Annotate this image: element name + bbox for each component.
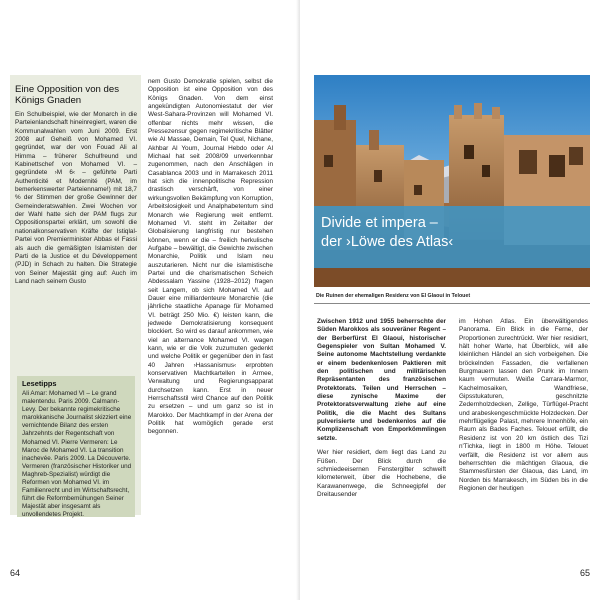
lead-paragraph: Zwischen 1912 und 1955 beherrschte der Süden Marokkos als souveräner Regent – der Berberfürst El Glaoui, historischer Gegenspieler von Sultan Mohamed V. Seine autonome Machtstellung verdankte er einem bedenkenlosen Paktieren mit den politischen und militärischen Repräsentanten des französischen Protektorats. Teilen und Herrschen – diese zynische Maxime der Protektoratsverwaltung ziehe auf eine Politik, die die Macht des Sultans pulverisierte und bedenkenlos auf die Komplizenschaft von Emporkömmlingen setzte.: [317, 318, 446, 442]
lesetipps-text: Ali Amar: Mohamed VI – Le grand malentendu. Paris 2009. Calmann-Levy. Der bekannte regimekritische marokkanische Journalist skizziert eine vernichtende Bilanz des ersten Jahrzehnts der Regentschaft von Mohamed VI. Pierre Vermeren: Le Maroc de Mohamed VI. La transition inachevée. Paris 2009. La Découverte. Vermeren (französischer Historiker und Maghreb-Spezialist) würdigt die Reformen von Mohamed VI. im Familienrecht und im Wirtschaftsrecht, führt die Reformbemühungen Seiner Majestät aber insgesamt als unvollendetes Projekt.: [22, 390, 132, 519]
chapter-title-line-2: der ›Löwe des Atlas‹: [321, 234, 454, 250]
page-number-right: 65: [579, 568, 590, 578]
chapter-title-line-1: Divide et impera –: [321, 215, 438, 231]
chapter-title-band: [314, 206, 590, 268]
left-column-2: [148, 78, 273, 437]
left-column-1-text: Ein Schulbeispiel, wie der Monarch in die Parteienlandschaft hineinregiert, waren die Kommunalwahlen vom Juni 2009. Erst 2008 auf Geheiß von Mohamed VI. gegründet, war der von Fouad Ali al Himma – früherer Schulfreund und Kabinettschef von Mohamed VI. – gegründete ›M 6‹ – geführte Parti Authenticité et Modernité (PAM, im bemerkenswerter Parteienname!) mit 18,7 % der Stimmen der große Gewinner der Gemeinderatswahlen. Zwei Wochen vor der Wahl hatte sich der PAM flugs zur Oppositionspartei erklärt, um sowohl die nationalkonservativen Kräfte der Istiqlal-Partei von Premierminister Abbas el Fassi als auch die gemäßigten Islamisten der Parti de la Justice et du Développement (PJD) in Schach zu halten. Die Strategie von Seiner Majestät ging auf: Auch im Land nach seinem Gusto: [15, 111, 137, 285]
right-page: [300, 0, 600, 600]
right-column-2-text: im Hohen Atlas. Ein überwältigendes Panorama. Ein Blick in die Ferne, der Proportionen zurechtrückt. Wer hier residiert, hält hoher Warte, hat Überblick, will alle kleinlichen Händel an sich vorbeigehen. Die bröckelnden Fassaden, die verfallenen Burgmauern lassen den Prunk im Innern kaum vermuten. Weiße Carrara-Marmor, Kachelmosaiken, Wandfriese, Gipsstukaturen, geschnitzte Zedernholzdecken, Zellige, Türflügel-Pracht und arabeskengeschmückte Holzdecken. Der mehrflügelige Palast, mehrere Innenhöfe, ein Raum als Bades Faches. Telouet erfüllt, die Residenz ist von 20 km östlich des Tizi n'Tichka, liegt in 1800 m Höhe. Telouet verfällt, die Residenz ist vor allem aus beherrschten die mächtigen Glaoua, die Stammesfürsten der Glaoua, das Land, im Norden bis Marrakesch, im Süden bis in die Regionen der heutigen: [459, 318, 588, 492]
left-column-1: [15, 84, 137, 286]
left-column-2-text: nem Gusto Demokratie spielen, selbst die Opposition ist eine Opposition von des Königs Gnaden. Von dem einst angekündigten Autonomiestatut der vier West-Sahara-Provinzen will Mohamed VI. offenbar nichts mehr wissen, die Pressezensur gegen regimekritische Blätter wie Al Massae, Demain, Tel Quel, Nichane, Akhbar Al Youm, Journal Hebdo oder Al Michaal hat seit 2008/09 unverkennbar zugenommen, nach den Anschlägen in Casablanca 2003 und in Marrakesch 2011 hat sich die innenpolitische Repression drastisch verschärft, von einer wirkungsvollen Bekämpfung von Korruption, Arbeitslosigkeit und Analphabetentum sind Monarch wie Regierung weit entfernt. Mohamed VI. steht im Zeitalter der Globalisierung langfristig nur bestehen können, wenn er die – freilich herkulische Aufgabe – bewältigt, die Gewichte zwischen Monarchie, Politik und Islam neu auszutarieren. Nicht nur die islamistische Partei und die charismatischen Scheich Abdessalam Yassine (1928–2012) fragen seit Langem, ob sich Mohamed VI. auf Dauer eine milliardenteure Monarchie (die jährliche staatliche Apanage für Mohamed VI. beträgt 250 Mio. €) leisten kann, die jedwede Demokratisierung konsequent blockiert. So wird es darauf ankommen, wie viel an alternance Mohamed VI. wagen kann, wie er die Volk zuzumuten gedenkt und welche Politik er gegenüber den in fast 40 Jahren ›Hassanismus‹ erprobten konservativen Machtkartellen in Armee, Verwaltung und Regierungsapparat durchsetzen kann. Erst in neuer Herrschaftsstil wird Chance auf den Politik zu ersetzen – und um ganz so ist in Marokko. Der Machtkampf in der Arena der Politik hat womöglich gerade erst begonnen.: [148, 78, 273, 436]
right-column-1-text: Wer hier residiert, dem liegt das Land zu Füßen. Der Blick durch die schmiedeeisernen Fenstergitter schweift kilometerweit, über die Hochebene, die Karawanenwege, die Schneegipfel der Dreitausender: [317, 449, 446, 498]
right-column-2: [459, 318, 588, 493]
page-number-left: 64: [10, 568, 21, 578]
lesetipps-title: Lesetipps: [22, 379, 57, 388]
box-heading: Eine Opposition von des Königs Gnaden: [15, 84, 119, 106]
lesetipps-box: [17, 376, 135, 517]
caption-divider: [314, 303, 590, 304]
right-column-1: [317, 318, 446, 499]
chapter-title: [321, 214, 453, 252]
photo-caption: Die Ruinen der ehemaligen Residenz von El Glaoui in Telouet: [316, 293, 471, 299]
